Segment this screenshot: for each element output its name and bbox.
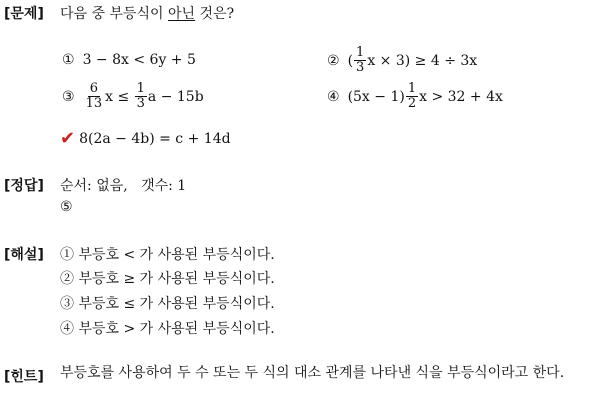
option-4-fraction [406, 82, 418, 111]
question-label: [문제] [4, 6, 44, 22]
explanation-line-3: ③ 부등호 ≤ 가 사용된 부등식이다. [60, 296, 275, 312]
hint-text: 부등호를 사용하여 두 수 또는 두 식의 대소 관계를 나타낸 식을 부등식이라고 한다. [60, 365, 565, 381]
option-5[interactable] [60, 128, 231, 149]
option-3[interactable] [62, 82, 204, 111]
option-2-frac-denominator: 3 [356, 60, 365, 75]
option-2-fraction [354, 46, 366, 75]
answer-choice: ⑤ [60, 199, 73, 215]
option-2[interactable] [327, 46, 477, 75]
option-4-number: ④ [327, 88, 340, 105]
option-1-expression: 3 − 8x < 6y + 5 [82, 52, 196, 68]
option-1-number: ① [62, 52, 75, 68]
option-3-fraction-1 [84, 82, 105, 111]
option-5-expression: 8(2a − 4b) = c + 14d [79, 130, 231, 147]
question-prompt [60, 3, 234, 23]
checkmark-icon: ✔ [60, 128, 76, 149]
hint-label: [힌트] [4, 369, 44, 385]
option-3-suffix: a − 15b [147, 88, 204, 105]
option-2-number: ② [327, 52, 340, 69]
prompt-underlined-word: 아닌 [168, 6, 196, 22]
option-2-suffix: x × 3) ≥ 4 ÷ 3x [367, 52, 478, 69]
option-1[interactable] [62, 52, 196, 68]
prompt-text-after: 것은? [195, 6, 235, 22]
explanation-line-4: ④ 부등호 > 가 사용된 부등식이다. [60, 321, 275, 337]
option-2-prefix: ( [347, 52, 354, 69]
option-3-middle: x ≤ [105, 88, 134, 105]
option-3-fraction-2 [135, 82, 147, 111]
option-3-frac1-numerator: 6 [89, 81, 98, 96]
option-3-frac2-numerator: 1 [136, 81, 145, 96]
answer-label: [정답] [4, 178, 44, 194]
explanation-line-1: ① 부등호 < 가 사용된 부등식이다. [60, 247, 275, 263]
option-4-suffix: x > 32 + 4x [419, 88, 503, 105]
explanation-line-2: ② 부등호 ≥ 가 사용된 부등식이다. [60, 271, 275, 287]
option-3-frac2-denominator: 3 [136, 96, 145, 111]
option-4-prefix: (5x − 1) [347, 88, 405, 105]
answer-order-count: 순서: 없음, 갯수: 1 [60, 178, 187, 194]
explanation-label: [해설] [4, 247, 44, 263]
prompt-text-before: 다음 중 부등식이 [60, 6, 169, 22]
option-3-number: ③ [62, 88, 75, 105]
option-4-frac-denominator: 2 [407, 96, 417, 111]
option-3-frac1-denominator: 13 [85, 96, 103, 111]
option-4[interactable] [327, 82, 503, 111]
option-4-frac-numerator: 1 [407, 81, 417, 96]
option-2-frac-numerator: 1 [356, 45, 365, 60]
